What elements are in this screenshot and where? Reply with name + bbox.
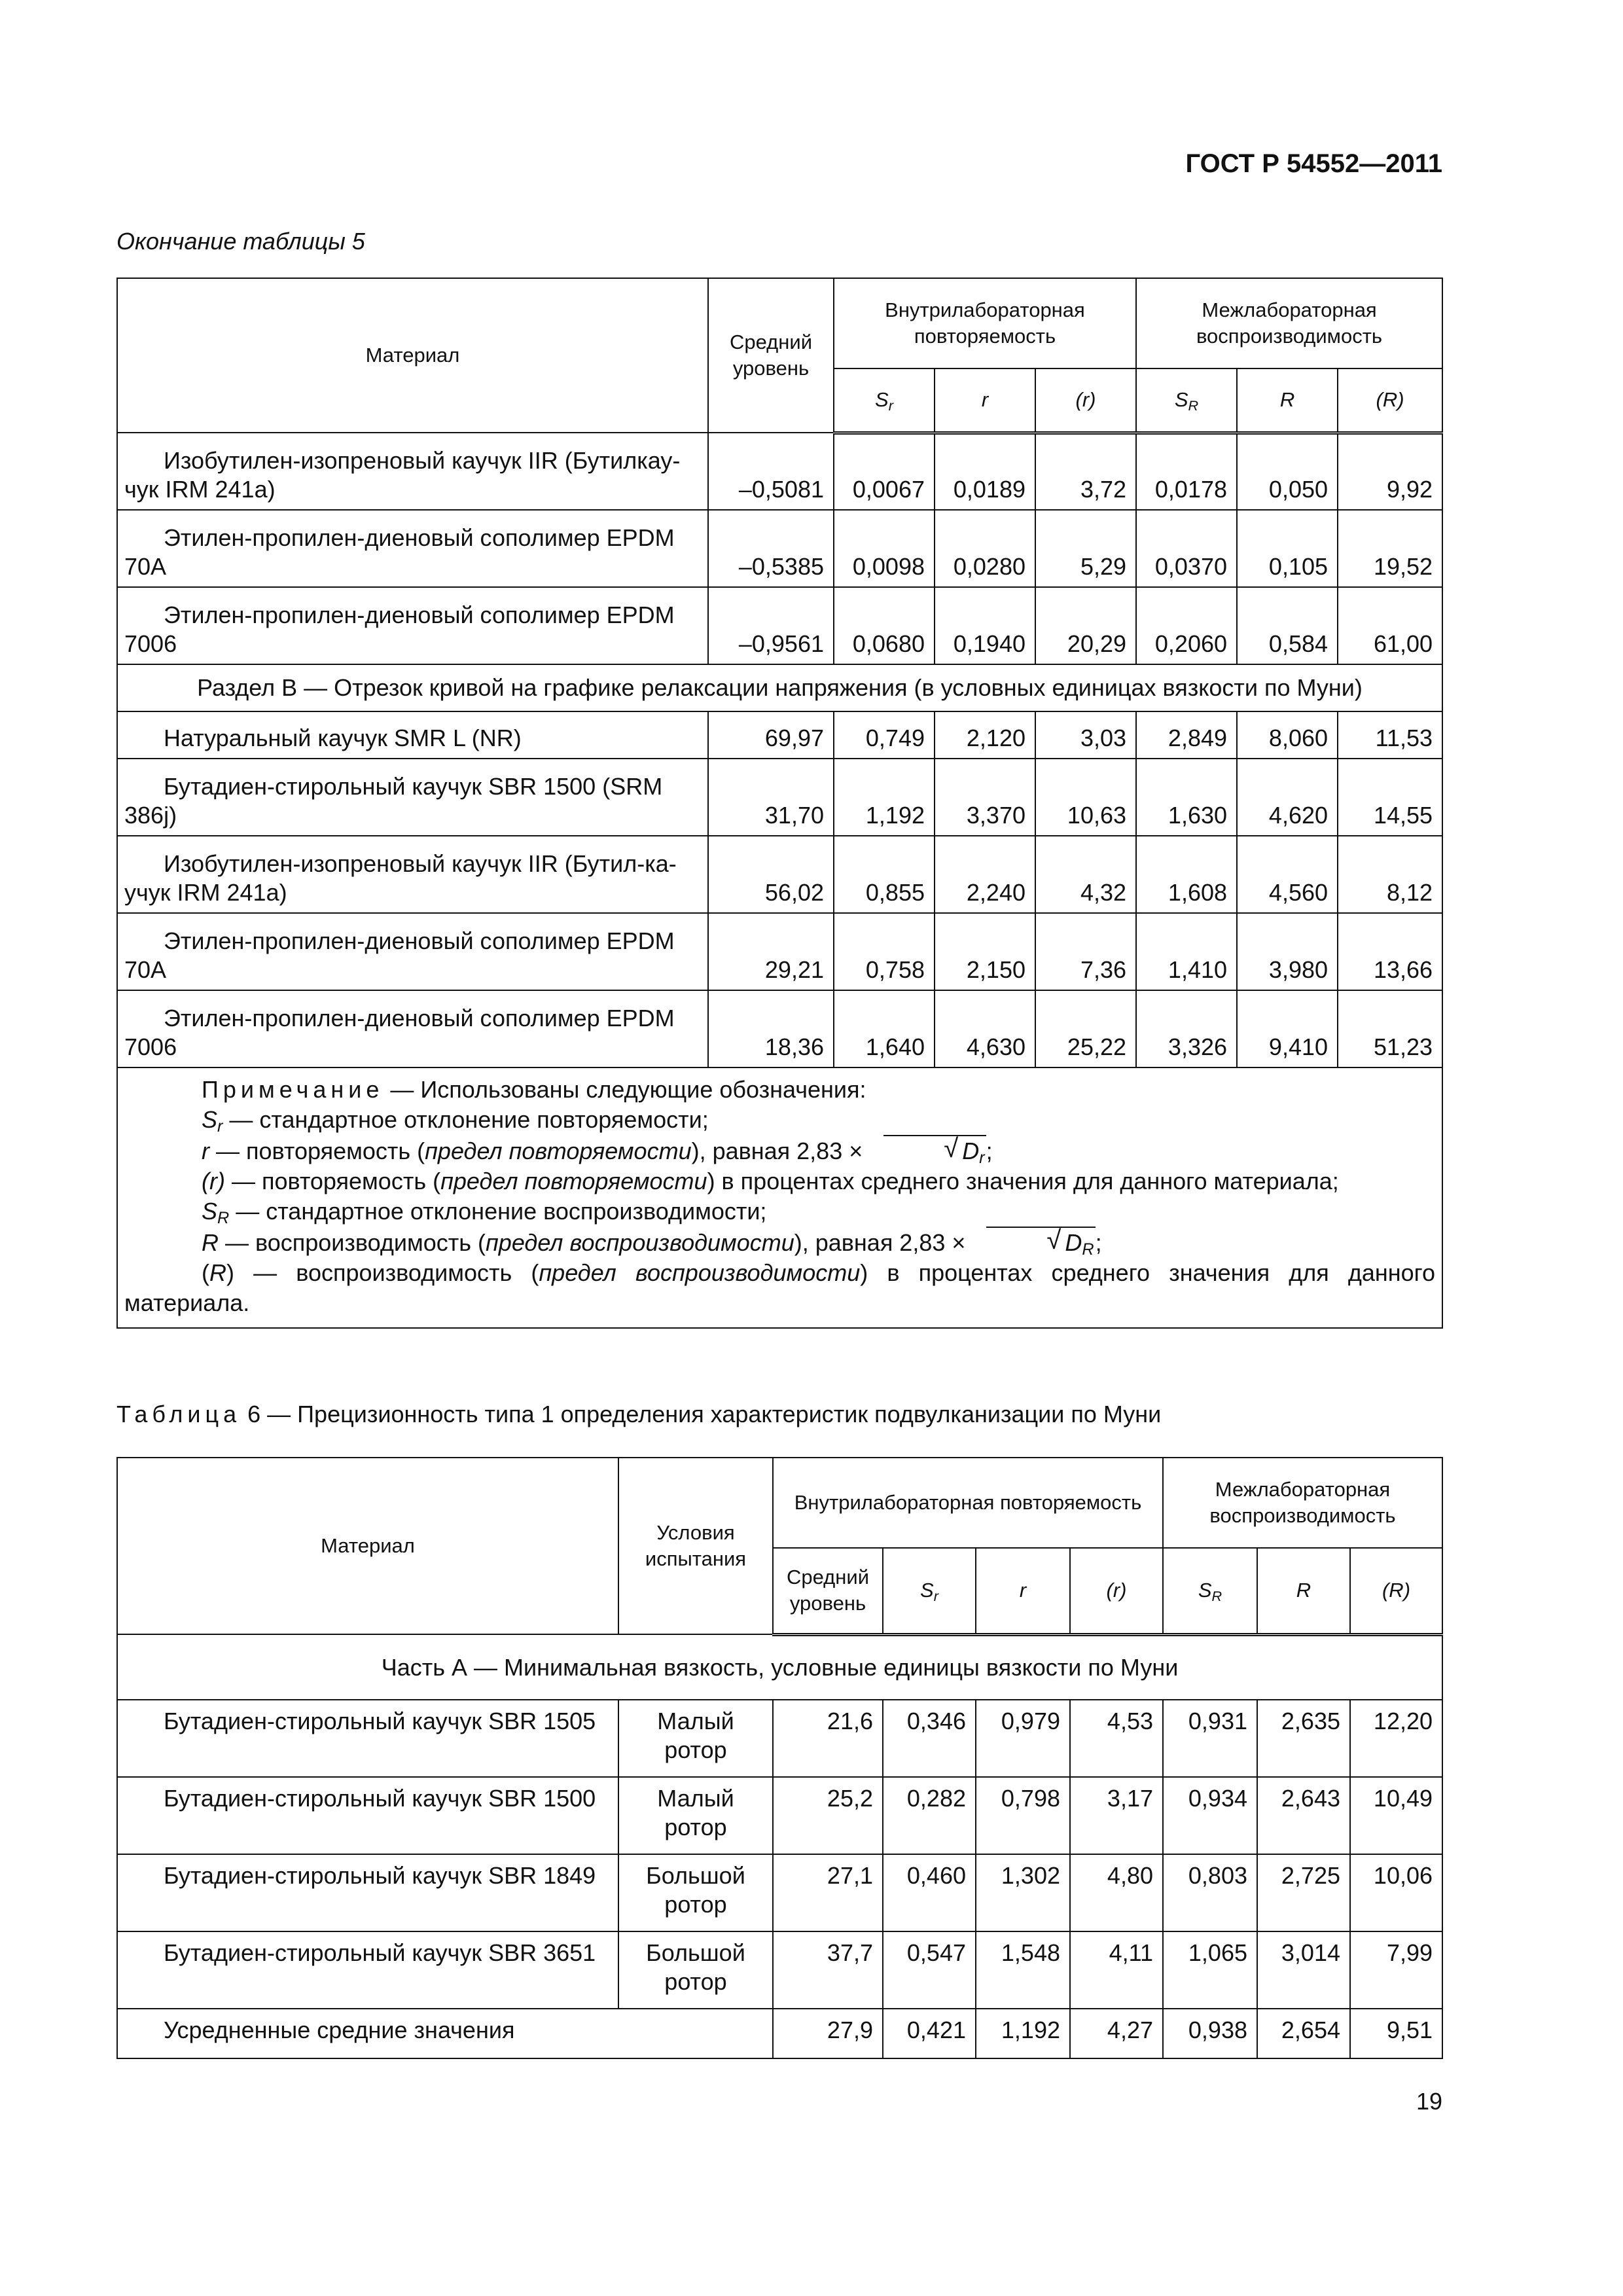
r-cell: 0,1940	[935, 587, 1035, 664]
table-row	[117, 836, 1442, 913]
table-row	[117, 990, 1442, 1067]
r-cell: 1,302	[976, 1854, 1070, 1931]
R-cell: 4,560	[1237, 836, 1338, 913]
r-cell: 2,240	[935, 836, 1035, 913]
average-row	[117, 2009, 1442, 2058]
r-cell: 3,370	[935, 759, 1035, 836]
material-cell: Этилен-пропилен-диеновый сополимер EPDM 70A	[117, 510, 708, 587]
average-label: Усредненные средние значения	[117, 2009, 773, 2058]
section-row	[117, 664, 1442, 711]
sR-cell: 0,803	[1163, 1854, 1257, 1931]
page-number: 19	[1416, 2088, 1442, 2115]
R-cell: 0,105	[1237, 510, 1338, 587]
sr-cell: 0,0067	[834, 433, 935, 510]
mean-cell: 69,97	[708, 711, 834, 759]
sr-cell: 0,0098	[834, 510, 935, 587]
R-pct-cell: 9,92	[1338, 433, 1442, 510]
table-row	[117, 1854, 1442, 1931]
section-b-heading: Раздел B — Отрезок кривой на графике релаксации напряжения (в условных единицах вязкости по Муни)	[117, 664, 1442, 711]
R-pct-cell: 19,52	[1338, 510, 1442, 587]
R-pct-cell: 9,51	[1350, 2009, 1442, 2058]
r-pct-cell: 4,27	[1070, 2009, 1163, 2058]
r-cell: 2,120	[935, 711, 1035, 759]
mean-cell: 29,21	[708, 913, 834, 990]
conditions-cell: Большой ротор	[618, 1931, 773, 2009]
header-mean-level: Средний уровень	[708, 278, 834, 433]
header-between-lab: Межлабораторная воспроизводимость	[1163, 1458, 1442, 1548]
sR-cell: 0,0178	[1136, 433, 1237, 510]
table-row	[117, 433, 1442, 510]
note-intro: Примечание — Использованы следующие обозначения:	[202, 1076, 866, 1103]
header-R: R	[1257, 1548, 1350, 1634]
sR-cell: 0,2060	[1136, 587, 1237, 664]
header-r: r	[976, 1548, 1070, 1634]
part-a-heading: Часть А — Минимальная вязкость, условные единицы вязкости по Муни	[117, 1634, 1442, 1700]
sR-cell: 0,0370	[1136, 510, 1237, 587]
sR-cell: 3,326	[1136, 990, 1237, 1067]
R-pct-cell: 11,53	[1338, 711, 1442, 759]
r-pct-cell: 7,36	[1035, 913, 1136, 990]
sR-cell: 0,931	[1163, 1700, 1257, 1777]
table6-caption: Таблица 6 — Прецизионность типа 1 определения характеристик подвулканизации по Муни	[116, 1401, 1162, 1427]
R-cell: 2,643	[1257, 1777, 1350, 1854]
header-sr: $S_r$	[883, 1548, 976, 1634]
sr-cell: 0,855	[834, 836, 935, 913]
material-cell: Бутадиен-стирольный каучук SBR 3651	[117, 1931, 618, 2009]
R-cell: 0,050	[1237, 433, 1338, 510]
header-material: Материал	[117, 1458, 618, 1634]
sr-cell: 0,282	[883, 1777, 976, 1854]
r-cell: 0,0280	[935, 510, 1035, 587]
r-pct-cell: 4,32	[1035, 836, 1136, 913]
table-row	[117, 1777, 1442, 1854]
material-cell: Бутадиен-стирольный каучук SBR 1500 (SRM 386j)	[117, 759, 708, 836]
mean-cell: –0,5081	[708, 433, 834, 510]
material-cell: Этилен-пропилен-диеновый сополимер EPDM 70A	[117, 913, 708, 990]
mean-cell: 31,70	[708, 759, 834, 836]
table-row	[117, 759, 1442, 836]
sr-cell: 0,421	[883, 2009, 976, 2058]
r-pct-cell: 4,53	[1070, 1700, 1163, 1777]
r-pct-cell: 3,17	[1070, 1777, 1163, 1854]
material-cell: Изобутилен-изопреновый каучук IIR (Бутил-каучук IRM 241a)	[117, 836, 708, 913]
header-mean-level: Средний уровень	[773, 1548, 883, 1634]
header-sR: $S_R$	[1163, 1548, 1257, 1634]
material-cell: Бутадиен-стирольный каучук SBR 1505	[117, 1700, 618, 1777]
R-pct-cell: 7,99	[1350, 1931, 1442, 2009]
note-row	[117, 1067, 1442, 1328]
r-pct-cell: 20,29	[1035, 587, 1136, 664]
material-cell: Этилен-пропилен-диеновый сополимер EPDM 7006	[117, 990, 708, 1067]
R-pct-cell: 13,66	[1338, 913, 1442, 990]
r-pct-cell: 25,22	[1035, 990, 1136, 1067]
table5-continuation-caption: Окончание таблицы 5	[116, 228, 365, 255]
conditions-cell: Малый ротор	[618, 1700, 773, 1777]
R-pct-cell: 8,12	[1338, 836, 1442, 913]
note-R: R — воспроизводимость (предел воспроизводимости), равная 2,83 × √ $D_R$;	[124, 1227, 1435, 1258]
r-pct-cell: 3,03	[1035, 711, 1136, 759]
r-cell: 1,548	[976, 1931, 1070, 2009]
header-within-lab: Внутрилабораторная повторяемость	[773, 1458, 1163, 1548]
mean-cell: 27,1	[773, 1854, 883, 1931]
R-cell: 2,635	[1257, 1700, 1350, 1777]
table-row	[117, 913, 1442, 990]
material-cell: Бутадиен-стирольный каучук SBR 1849	[117, 1854, 618, 1931]
r-pct-cell: 3,72	[1035, 433, 1136, 510]
header-material: Материал	[117, 278, 708, 433]
r-cell: 0,979	[976, 1700, 1070, 1777]
mean-cell: 21,6	[773, 1700, 883, 1777]
R-cell: 0,584	[1237, 587, 1338, 664]
r-cell: 0,0189	[935, 433, 1035, 510]
table-6	[116, 1457, 1443, 2059]
sR-cell: 1,410	[1136, 913, 1237, 990]
table5-note	[117, 1067, 1442, 1328]
sr-cell: 0,749	[834, 711, 935, 759]
sr-cell: 0,346	[883, 1700, 976, 1777]
r-pct-cell: 4,11	[1070, 1931, 1163, 2009]
r-pct-cell: 5,29	[1035, 510, 1136, 587]
header-R-pct: (R)	[1350, 1548, 1442, 1634]
header-sr: $S_r$	[834, 368, 935, 433]
sqrt-Dr: √ $D_r$	[883, 1135, 986, 1166]
mean-cell: 25,2	[773, 1777, 883, 1854]
r-cell: 2,150	[935, 913, 1035, 990]
table-row	[117, 587, 1442, 664]
sR-cell: 0,938	[1163, 2009, 1257, 2058]
header-r-pct: (r)	[1035, 368, 1136, 433]
header-R-pct: (R)	[1338, 368, 1442, 433]
mean-cell: 18,36	[708, 990, 834, 1067]
R-pct-cell: 10,49	[1350, 1777, 1442, 1854]
conditions-cell: Большой ротор	[618, 1854, 773, 1931]
material-cell: Этилен-пропилен-диеновый сополимер EPDM 7006	[117, 587, 708, 664]
sR-cell: 2,849	[1136, 711, 1237, 759]
sr-cell: 1,192	[834, 759, 935, 836]
table-5	[116, 278, 1443, 1329]
table-row	[117, 510, 1442, 587]
mean-cell: –0,9561	[708, 587, 834, 664]
R-cell: 3,980	[1237, 913, 1338, 990]
sr-cell: 0,460	[883, 1854, 976, 1931]
table-row	[117, 1700, 1442, 1777]
note-r: r — повторяемость (предел повторяемости), равная 2,83 × √ $D_r$;	[124, 1135, 1435, 1166]
sR-cell: 1,630	[1136, 759, 1237, 836]
note-r-pct: (r) — повторяемость (предел повторяемости) в процентах среднего значения для данного материала;	[202, 1168, 1339, 1194]
note-sr: $S_r$ — стандартное отклонение повторяемости;	[202, 1106, 709, 1136]
note-R-pct: (R) — воспроизводимость (предел воспроизводимости) в процентах среднего значения для данного материала.	[124, 1259, 1436, 1316]
conditions-cell: Малый ротор	[618, 1777, 773, 1854]
sr-cell: 1,640	[834, 990, 935, 1067]
r-cell: 0,798	[976, 1777, 1070, 1854]
sR-cell: 1,608	[1136, 836, 1237, 913]
mean-cell: 56,02	[708, 836, 834, 913]
R-cell: 2,654	[1257, 2009, 1350, 2058]
R-cell: 2,725	[1257, 1854, 1350, 1931]
R-cell: 9,410	[1237, 990, 1338, 1067]
sR-cell: 1,065	[1163, 1931, 1257, 2009]
material-cell: Бутадиен-стирольный каучук SBR 1500	[117, 1777, 618, 1854]
R-pct-cell: 61,00	[1338, 587, 1442, 664]
header-conditions: Условия испытания	[618, 1458, 773, 1634]
table-row	[117, 711, 1442, 759]
R-pct-cell: 10,06	[1350, 1854, 1442, 1931]
material-cell: Натуральный каучук SMR L (NR)	[117, 711, 708, 759]
material-cell: Изобутилен-изопреновый каучук IIR (Бутилкаучук IRM 241a)	[117, 433, 708, 510]
R-pct-cell: 12,20	[1350, 1700, 1442, 1777]
r-cell: 1,192	[976, 2009, 1070, 2058]
header-sR: $S_R$	[1136, 368, 1237, 433]
table-row	[117, 1931, 1442, 2009]
header-r: r	[935, 368, 1035, 433]
R-pct-cell: 51,23	[1338, 990, 1442, 1067]
R-cell: 8,060	[1237, 711, 1338, 759]
r-cell: 4,630	[935, 990, 1035, 1067]
header-between-lab: Межлабораторная воспроизводимость	[1136, 278, 1442, 368]
mean-cell: 37,7	[773, 1931, 883, 2009]
sqrt-DR: √ $D_R$	[986, 1227, 1095, 1258]
sr-cell: 0,0680	[834, 587, 935, 664]
R-cell: 3,014	[1257, 1931, 1350, 2009]
header-r-pct: (r)	[1070, 1548, 1163, 1634]
header-within-lab: Внутрилабораторная повторяемость	[834, 278, 1136, 368]
header-R: R	[1237, 368, 1338, 433]
R-cell: 4,620	[1237, 759, 1338, 836]
mean-cell: –0,5385	[708, 510, 834, 587]
section-row	[117, 1634, 1442, 1700]
mean-cell: 27,9	[773, 2009, 883, 2058]
R-pct-cell: 14,55	[1338, 759, 1442, 836]
r-pct-cell: 4,80	[1070, 1854, 1163, 1931]
sr-cell: 0,758	[834, 913, 935, 990]
note-sR: $S_R$ — стандартное отклонение воспроизводимости;	[202, 1198, 767, 1227]
r-pct-cell: 10,63	[1035, 759, 1136, 836]
document-code: ГОСТ Р 54552—2011	[1185, 149, 1442, 178]
sr-cell: 0,547	[883, 1931, 976, 2009]
sR-cell: 0,934	[1163, 1777, 1257, 1854]
